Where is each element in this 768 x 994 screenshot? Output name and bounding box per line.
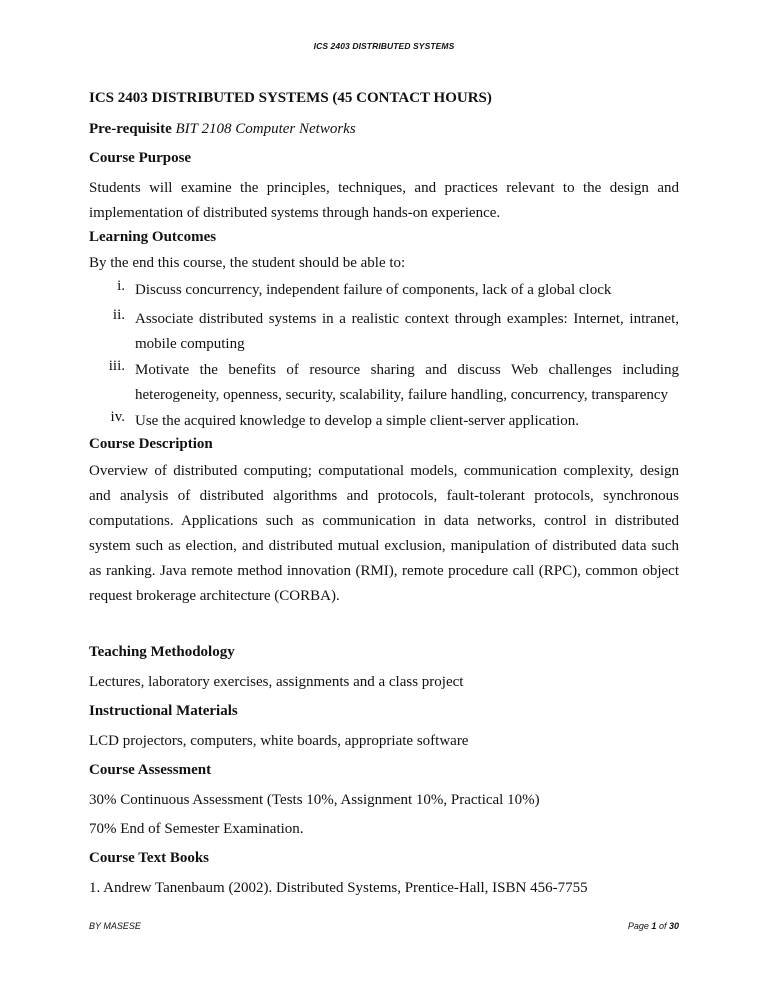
prerequisite-value: BIT 2108 Computer Networks — [175, 121, 356, 137]
textbooks-heading: Course Text Books — [89, 850, 210, 866]
page-total: 30 — [668, 921, 679, 931]
list-item-number: iii. — [108, 358, 125, 374]
description-heading: Course Description — [89, 436, 213, 452]
page-current: 1 — [651, 921, 657, 931]
list-item-number: i. — [117, 278, 125, 294]
assessment-heading: Course Assessment — [89, 762, 212, 778]
assessment-line-1: 30% Continuous Assessment (Tests 10%, Assignment 10%, Practical 10%) — [89, 792, 540, 808]
outcomes-intro: By the end this course, the student should be able to: — [89, 255, 406, 271]
prerequisite-label: Pre-requisite — [89, 121, 172, 137]
course-title: ICS 2403 DISTRIBUTED SYSTEMS (45 CONTACT HOURS) — [89, 90, 492, 106]
purpose-heading: Course Purpose — [89, 150, 192, 166]
page-label: Page — [627, 921, 649, 931]
prerequisite-line — [89, 121, 356, 138]
methodology-text: Lectures, laboratory exercises, assignments and a class project — [89, 674, 464, 690]
running-header: ICS 2403 DISTRIBUTED SYSTEMS — [313, 41, 455, 51]
outcomes-heading: Learning Outcomes — [89, 229, 217, 245]
assessment-line-2: 70% End of Semester Examination. — [89, 821, 304, 837]
materials-heading: Instructional Materials — [89, 703, 238, 719]
methodology-heading: Teaching Methodology — [89, 644, 235, 660]
purpose-text: Students will examine the principles, techniques, and practices relevant to the design and implementation of distributed systems through hands-on experience. — [89, 180, 679, 221]
footer-author: BY MASESE — [89, 921, 141, 931]
list-item-text: Associate distributed systems in a realistic context through examples: Internet, intranet, mobile computing — [135, 311, 679, 352]
list-item-text: Discuss concurrency, independent failure of components, lack of a global clock — [135, 282, 612, 298]
description-text: Overview of distributed computing; computational models, communication complexity, design and analysis of distributed algorithms and protocols, fault-tolerant protocols, synchronous computations. Applications such as communication in data networks, control in distributed system such as election, and distributed mutual exclusion, manipulation of distributed data such as ranking. Java remote method innovation (RMI), remote procedure call (RPC), common object request brokerage architecture (CORBA). — [89, 463, 679, 604]
list-item-text: Use the acquired knowledge to develop a simple client-server application. — [135, 413, 580, 429]
list-item-number: iv. — [110, 409, 125, 425]
textbook-item: 1. Andrew Tanenbaum (2002). Distributed Systems, Prentice-Hall, ISBN 456-7755 — [89, 880, 588, 896]
list-item-number: ii. — [112, 307, 125, 323]
materials-text: LCD projectors, computers, white boards, appropriate software — [89, 733, 469, 749]
page-of: of — [658, 921, 667, 931]
page-number — [628, 921, 679, 931]
list-item-text: Motivate the benefits of resource sharing and discuss Web challenges including heterogeneity, openness, security, scalability, failure handling, concurrency, transparency — [135, 362, 679, 403]
